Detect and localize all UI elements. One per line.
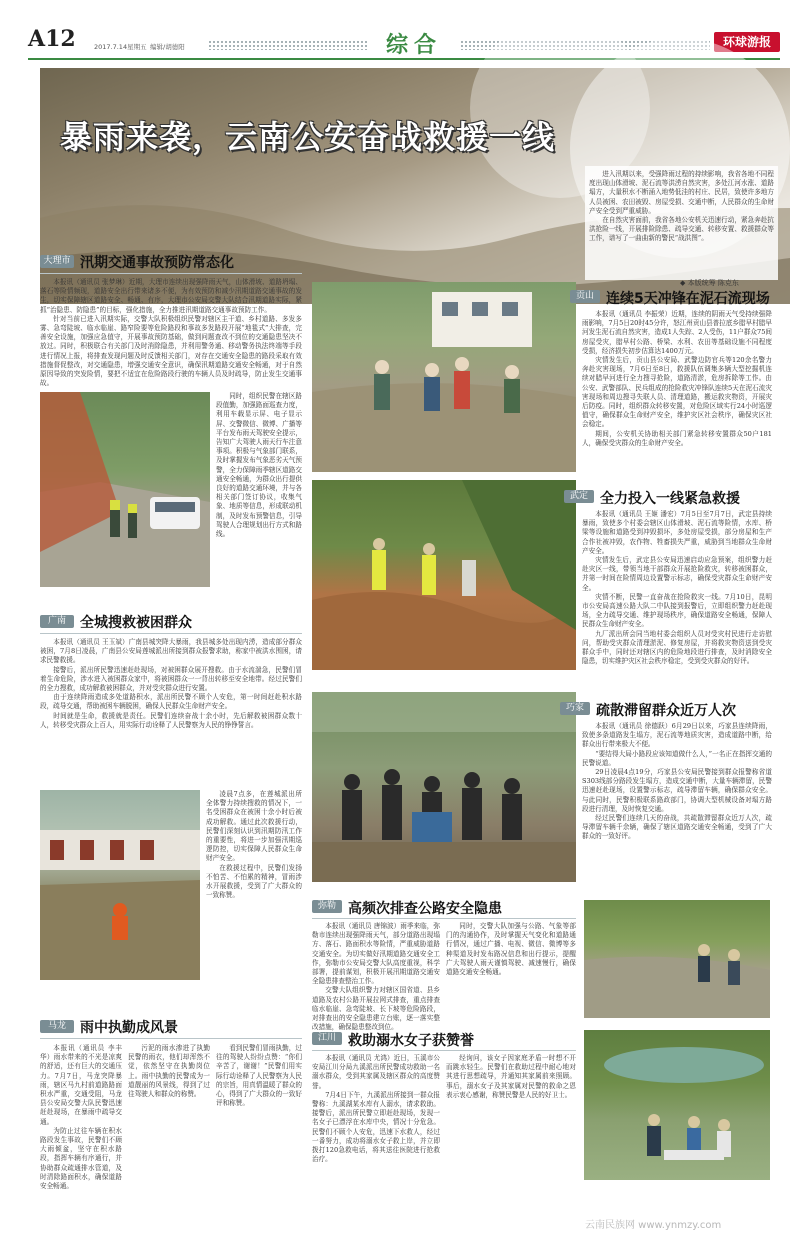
article-headline: 连续5天冲锋在泥石流现场 — [606, 291, 770, 307]
article-paragraph: 灾情不断，民警一直奋战在抢险救灾一线。7月10日，昆明市公安局高速公路大队二中队接到报警后，立即组织警力赶赴现场，全力疏导交通、维护现场秩序，确保道路安全畅通，保障人民群众生命财产安全。 — [582, 592, 772, 629]
article-paragraph: 交警大队组织警力对辖区国省道、县乡道路及农村公路开展拉网式排查，重点排查临水临崖、急弯陡坡、长下坡等危险路段，对排查出的安全隐患建立台账，逐一落实整改措施，确保隐患整改到位。 — [312, 986, 440, 1032]
photo-flood-channel — [312, 480, 576, 670]
editor-credit: 编辑/胡德阳 — [150, 43, 185, 51]
article-body-continued — [128, 1044, 210, 1234]
article-headline: 全城搜救被困群众 — [80, 615, 192, 631]
article-body-continued — [206, 790, 302, 1000]
article-paragraph: 本报讯（通讯员 唐锦波）雨季来临，弥勒市连续出现强降雨天气，部分道路出现塌方、落石、路面积水等险情，严重威胁道路交通安全。为切实做好汛期道路交通安全工作，弥勒市公安局交警大队高度重视，科学部署，提前谋划，积极开展汛期道路交通安全隐患排查整治工作。 — [312, 922, 440, 986]
article-body — [312, 922, 440, 1032]
article-paragraph: 灾情发生后，武定县公安局迅速启动应急预案，组织警力赶赴灾区一线，带领当地干部群众开展抢险救灾，转移被困群众，并第一时间在险情周边设置警示标志，确保受灾群众生命财产安全。 — [582, 556, 772, 592]
article-body — [40, 638, 302, 786]
intro-text — [585, 166, 778, 280]
article-paragraph: 同时，交警大队加强与公路、气象等部门的沟通协作，及时掌握天气变化和道路通行情况，通过广播、电视、微信、微博等多种渠道及时发布路况信息和出行提示，提醒广大驾驶人雨天谨慎驾驶、减速慢行，确保道路交通安全畅通。 — [446, 922, 576, 977]
article-paragraph: 由于连续降雨造成多处道路积水，派出所民警不顾个人安危，第一时间赶赴积水路段，疏导交通，帮助被困车辆脱困，确保人民群众生命财产安全。 — [40, 693, 302, 711]
article-headline: 汛期交通事故预防常态化 — [80, 255, 234, 271]
article-paragraph: 7月4日下午，九溪派出所接到一群众报警称：九溪湖某水库有人溺水，请求救助。接警后，派出所民警立即赶赴现场，发现一名女子已漂浮在水库中央，情况十分危急。民警们不顾个人安危，迅速下水救人，经过一番努力，成功将溺水女子救上岸，并立即拨打120急救电话，将其送往医院进行抢救治疗。 — [312, 1090, 440, 1164]
article-paragraph: “要结得大局小路段应该知道做什么人，”一名正在指挥交通的民警说道。 — [582, 749, 772, 767]
article-body — [582, 722, 772, 882]
article-paragraph: 期间，公安机关协助相关部门紧急转移安置群众50户181人，确保受灾群众的生命财产安全。 — [582, 429, 772, 447]
column-rule — [40, 633, 302, 634]
header-dot-band — [208, 40, 368, 50]
article-body-continued — [446, 1054, 576, 1229]
article-headline: 全力投入一线紧急救援 — [600, 491, 740, 507]
article-paragraph: 为防止过往车辆在积水路段发生事故，民警们不顾大雨倾盆，坚守在积水路段，指挥车辆有序通行，并协助群众疏通排水管道，及时清除路面积水，确保道路安全畅通。 — [40, 1126, 122, 1191]
article-headline: 高频次排查公路安全隐患 — [348, 901, 502, 917]
article-headline: 疏散滞留群众近万人次 — [596, 703, 736, 719]
location-tag: 马龙 — [40, 1020, 74, 1033]
article-paragraph: 看到民警们冒雨执勤，过往的驾驶人纷纷点赞：“你们辛苦了，谢谢！”民警们用实际行动诠释了人民警察为人民的宗旨，用真情温暖了群众的心，得到了广大群众的一致好评和称赞。 — [216, 1044, 302, 1108]
column-rule — [40, 1038, 302, 1039]
article-paragraph: 本报讯（通讯员 王玉斌）广南县城突降大暴雨，我县城多处出现内涝，造成部分群众被困，7月8日凌晨，广南县公安局莲城派出所接到群众报警求助，称家中被洪水围困，请求民警救援。 — [40, 638, 302, 665]
article-paragraph: 经询问，该女子因家庭矛盾一时想不开而跳水轻生。民警们在救助过程中耐心地对其进行思想疏导，并通知其家属前来照顾。事后，溺水女子及其家属对民警的救命之恩表示衷心感谢，称赞民警是人民的好卫士。 — [446, 1054, 576, 1099]
article-paragraph: 本报讯（通讯员 尤鸿）近日，玉溪市公安局江川分局九溪派出所民警成功救助一名溺水群众，受到其家属及辖区群众的高度赞誉。 — [312, 1054, 440, 1090]
location-tag: 江川 — [312, 1032, 342, 1045]
article-body-continued — [446, 922, 576, 1022]
section-title: 综合 — [385, 33, 442, 58]
photo-roadside-crowd — [312, 692, 576, 882]
banner-title: 暴雨来袭，云南公安奋战救援一线 — [60, 118, 556, 156]
location-tag: 弥勒 — [312, 900, 342, 913]
intro-paragraph: 在自然灾害面前，我省各地公安机关迅速行动，紧急奔赴抗洪抢险一线，开展排险除患、疏导交通、转移安置、救援群众等工作，谱写了一曲曲新的警民“战洪图”。 — [589, 216, 774, 243]
article-body — [582, 510, 772, 674]
article-paragraph: 本报讯（通讯员 王姬 潘宏）7月5日至7月7日，武定县持续暴雨，致使多个村委会辖区山体滑坡、泥石流等险情，水库、桥梁等设施和道路受到冲毁损坏，多处房屋受损，部分房屋和生产合作社被冲毁，农作物、牲畜损失严重，威胁到当地群众生命财产安全。 — [582, 510, 772, 555]
article-body — [40, 1044, 122, 1234]
article-paragraph: 在救援过程中，民警们发扬不怕苦、不怕累的精神，冒雨涉水开展救援，受到了广大群众的一致称赞。 — [206, 863, 302, 900]
column-rule — [40, 273, 302, 274]
article-paragraph: 接警后，派出所民警迅速赶赴现场，对被困群众展开搜救。由于水流湍急，民警们冒着生命危险，涉水进入被困群众家中，将被困群众一一背出转移至安全地带。经过民警们的全力搜救，成功解救被困群众，并对受灾群众进行安置。 — [40, 665, 302, 693]
photo-traffic-police — [40, 392, 210, 587]
photo-road-clearing — [584, 900, 770, 1018]
location-tag: 巧家 — [560, 702, 590, 715]
article-body — [312, 1054, 440, 1229]
article-paragraph: 同时，组织民警在辖区路段值勤，加强路面巡查力度，利用车载显示屏、电子显示屏、交警微信、微博、广播等平台发布雨天驾驶安全提示，告知广大驾驶人雨天行车注意事项。积极与气象部门联系，及时掌握发布气象恶劣天气预警，全力保障雨季辖区道路交通安全畅通，为群众出行提供良好的道路交通环境，并与各相关部门签订协议，收集气象、地质等信息，形成联动机制，及时发布预警信息，引导驾驶人合理规划出行方式和路线。 — [216, 392, 302, 539]
article-body-continued — [216, 392, 302, 592]
article-paragraph: 时间就是生命，救援就是责任。民警们连续奋战十余小时，先后解救被困群众数十人，转移受灾群众上百人，用实际行动诠释了人民警察为人民的铮铮誓言。 — [40, 711, 302, 729]
article-paragraph: 本报讯（通讯员 李丰华）雨水带来的不光是凉爽的舒适，还有巨大的交通压力。7月7日，马龙突降暴雨，辖区马九村前道路路面积水严重，交通受阻，马龙县公安局交警大队民警迅速赶赴现场，在暴雨中疏导交通。 — [40, 1044, 122, 1126]
article-paragraph: 本报讯（通讯员 张梦琳）近期，大理市连续出现强降雨天气，山体滑坡、道路坍塌、落石等险情频现，道路安全出行带来诸多不便，为有效预防和减少汛期道路交通事故的发生，切实保障辖区道路安全、畅通、有序，大理市公安局交警大队结合汛期道路实际，紧抓“治隐患、防隐患”的目标，强化措施，全力推进汛期道路交通事故预防工作。 — [40, 278, 302, 314]
article-paragraph: 本报讯（通讯员 李振荣）近期，连续的阴雨天气受持续强降雨影响，7月5日20时45分许，怒江州贡山县普拉底乡腊早村腊早河发生泥石流自然灾害，造成1人失踪、2人受伤，11户群众75间房屋受灾，腊早村公路、桥梁、水利、农田等基础设施不同程度受损，经济损失初步估算达1400万元。 — [582, 310, 773, 355]
issue-date: 2017.7.14星期五 — [94, 43, 147, 51]
page-number: A12 — [28, 26, 76, 52]
site-watermark: 云南民族网 www.ynmzy.com — [585, 1220, 722, 1231]
photo-flood-rescue — [40, 790, 200, 980]
article-paragraph: 九厂派出所会同当地村委会组织人员对受灾村民进行走访慰问，帮助受灾群众清理淤泥、修复房屋，并将救灾物资送到受灾群众手中，同时还对辖区内的危险地段进行排查，及时消除安全隐患，切实维护灾区社会秩序稳定，受到受灾群众的好评。 — [582, 629, 772, 666]
location-tag: 贡山 — [570, 290, 600, 303]
column-rule — [312, 1050, 576, 1051]
article-paragraph: 灾情发生后，贡山县公安局、武警边防官兵等120余名警力奔赴灾害现场，7月6日至8日，救援队伍调集多辆大型挖掘机连续对腊早河进行全力搜寻抢险，道路清淤，危房拆除等工作。由公安、武警部队、民兵组成的抢险救灾冲锋队连续5天在泥石流灾害现场和周边搜寻失联人员、清理道路，搬运救灾物资，开展灾后防疫。同时，组织群众转移安置，对危险区域实行24小时巡逻值守，确保群众生命财产安全，维护灾区社会秩序，确保灾区社会稳定。 — [582, 356, 772, 429]
location-tag: 大理市 — [40, 255, 74, 268]
article-body — [40, 278, 302, 390]
article-paragraph: 本报讯（通讯员 徐德跃）6月29日以来，巧家县连续降雨，致使多条道路发生塌方，泥石流等地质灾害，造成道路中断，给群众出行带来极大不便。 — [582, 722, 772, 749]
column-rule — [312, 918, 576, 919]
article-body-continued — [216, 1044, 302, 1234]
intro-paragraph: 进入汛期以来，受强降雨过程的持续影响，我省各地不同程度出现山体滑坡、泥石流等洪涝自然灾害，多处江河水涨、道路塌方，大量积水不断涌入地势低洼的村庄、民居，致使许多地方人员被困、农田被毁、房屋受损、交通中断，人民群众的生命财产安全受到严重威胁。 — [589, 170, 774, 215]
article-paragraph: 经过民警们连续几天的奋战，共疏散滞留群众近万人次，疏导滞留车辆千余辆，确保了辖区道路交通安全畅通，受到了广大群众的一致好评。 — [582, 814, 772, 841]
intro-byline: ◆ 本版统筹 陈克东 — [680, 279, 739, 287]
article-headline: 雨中执勤成风景 — [80, 1020, 178, 1036]
article-headline: 救助溺水女子获赞誉 — [348, 1033, 474, 1049]
photo-water-rescue — [584, 1030, 770, 1180]
location-tag: 广南 — [40, 615, 74, 628]
article-body — [582, 310, 772, 480]
article-paragraph: 凌晨7点多，在莲城派出所全体警力持续搜救的情况下，一名受困群众在被困十余小时后被成功解救。通过此次救援行动，民警们深刻认识到汛期防汛工作的重要性，将进一步加强汛期巡逻防控，切实保障人民群众生命财产安全。 — [206, 790, 302, 863]
location-tag: 武定 — [564, 490, 594, 503]
photo-mudslide — [312, 282, 576, 472]
article-paragraph: 污泥的雨水渗进了执勤民警的雨衣，他们却浑然不觉，依然坚守在执勤岗位上。雨中执勤的民警成为一道靓丽的风景线，得到了过往驾驶人和群众的称赞。 — [128, 1044, 210, 1099]
article-paragraph: 29日凌晨4点19分，巧家县公安局民警接到群众报警称省道S303线部分路段发生塌方，造成交通中断，大量车辆滞留，民警迅速赶赴现场，设置警示标志，疏导滞留车辆，确保群众安全。与此同时，民警积极联系路政部门，协调大型机械设备对塌方路段进行清理，及时恢复交通。 — [582, 768, 772, 813]
brand-logo: 环球游报 — [714, 32, 780, 52]
article-paragraph: 针对当前已进入汛期实际，交警大队积极组织民警对辖区主干道、乡村道路、多发多雾、急弯陡坡、临水临崖、路窄险要等危险路段和事故多发路段开展“地毯式”大排查，完善安全设施，加强应急值守，开展事故预防基础，做到问题查改不到位的交通隐患坚决不放过。同时，积极联合有关部门及时消除隐患，并利用警务通、移动警务执法终端等手段进行情况上报，将排查发现问题及时反馈相关部门，对存在交通安全隐患的路段采取有效措施督促整改，对交通隐患，增强交通安全意识，确保汛期道路交通安全畅通，对于自然原因导致的突发险情，要把不适宜在危险路段行驶的车辆人员及时疏导，防止发生交通事故。 — [40, 314, 302, 388]
